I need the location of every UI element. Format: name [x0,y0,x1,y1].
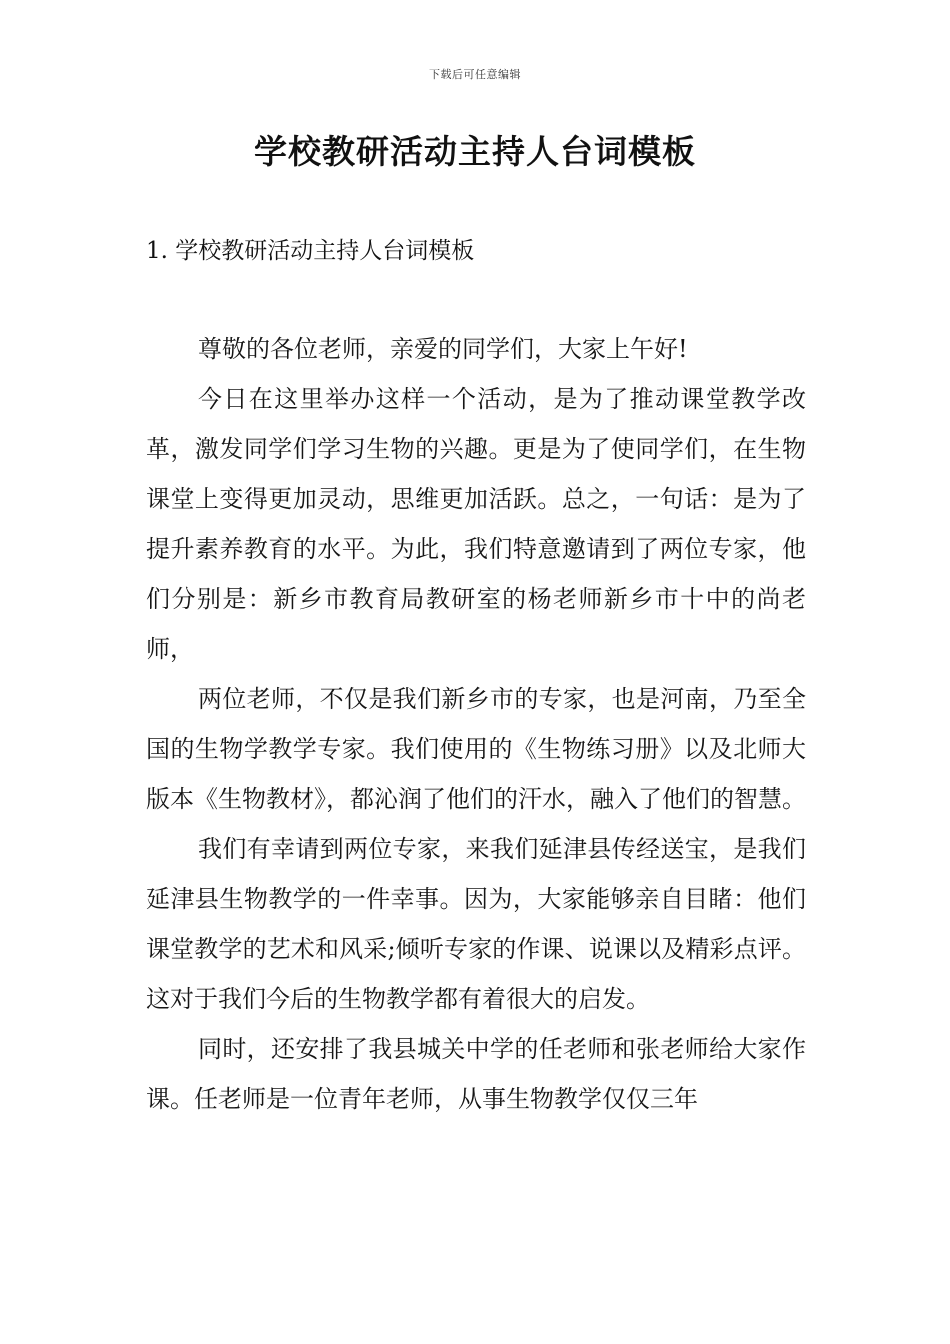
paragraph-local-teachers: 同时，还安排了我县城关中学的任老师和张老师给大家作课。任老师是一位青年老师，从事生物教学仅仅三年 [146,1035,806,1113]
header-note: 下载后可任意编辑 [429,68,521,81]
paragraph-greeting: 尊敬的各位老师，亲爱的同学们，大家上午好! [198,335,688,363]
section-heading: 1. 学校教研活动主持人台词模板 [146,238,475,264]
paragraph-honor: 我们有幸请到两位专家，来我们延津县传经送宝，是我们延津县生物教学的一件幸事。因为，大家能够亲自目睹：他们课堂教学的艺术和风采;倾听专家的作课、说课以及精彩点评。这对于我们今后的生物教学都有着很大的启发。 [146,835,806,1013]
document-title: 学校教研活动主持人台词模板 [254,132,696,171]
paragraph-experts-intro: 两位老师，不仅是我们新乡市的专家，也是河南，乃至全国的生物学教学专家。我们使用的《生物练习册》以及北师大版本《生物教材》，都沁润了他们的汗水，融入了他们的智慧。 [146,685,806,813]
paragraph-event-purpose: 今日在这里举办这样一个活动，是为了推动课堂教学改革，激发同学们学习生物的兴趣。更是为了使同学们，在生物课堂上变得更加灵动，思维更加活跃。总之，一句话：是为了提升素养教育的水平。为此，我们特意邀请到了两位专家，他们分别是：新乡市教育局教研室的杨老师新乡市十中的尚老师， [146,385,806,663]
document-body [146,324,806,1124]
